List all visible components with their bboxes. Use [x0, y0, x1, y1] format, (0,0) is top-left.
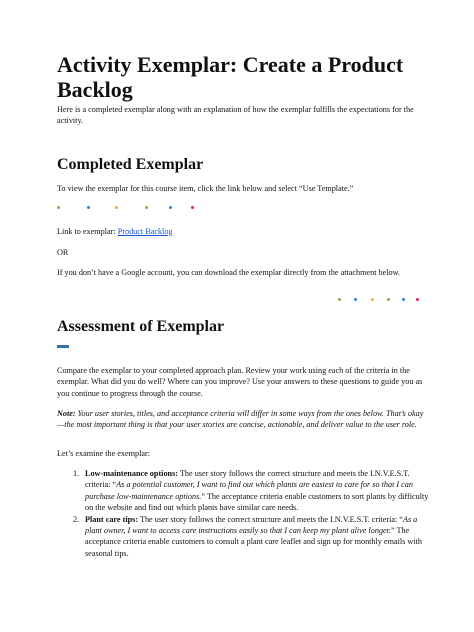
decorative-dot-divider-right [338, 298, 420, 302]
divider-dot-blue [87, 206, 90, 209]
divider-dot-green [387, 298, 390, 301]
item-quote: As a potential customer, I want to find out which plants are easiest to care for so that I can purchase low-maintenance options. [85, 480, 413, 501]
product-backlog-link[interactable]: Product Backlog [117, 227, 173, 236]
item-label: Plant care tips: [85, 514, 139, 524]
instructions-paragraph: To view the exemplar for this course item, click the link below and select “Use Template.” [57, 184, 354, 193]
assessment-heading: Assessment of Exemplar [57, 318, 225, 335]
or-separator: OR [57, 248, 69, 257]
item-label: Low-maintenance options: [85, 469, 179, 478]
divider-dot-blue [169, 206, 172, 209]
link-prefix: Link to exemplar: [57, 227, 118, 236]
divider-dot-pink [191, 206, 194, 209]
compare-paragraph: Compare the exemplar to your completed approach plan. Review your work using each of the criteria in the exemplar. What did you do well? Where can you improve? Use your answers to these questions to guide you as you continue to progress through the course. [57, 366, 423, 398]
exemplar-link-line [57, 226, 429, 237]
section-accent-dash [57, 345, 69, 348]
note-paragraph [57, 408, 429, 431]
completed-exemplar-heading: Completed Exemplar [57, 156, 204, 173]
divider-dot-pink [416, 298, 419, 301]
download-paragraph: If you don’t have a Google account, you can download the exemplar directly from the attachment below. [57, 268, 401, 277]
divider-dot-yellow [371, 298, 374, 301]
note-text: Your user stories, titles, and acceptance criteria will differ in some ways from the ones below. That’s okay—the most important thing is that your user stories are concise, actionable, and deliver value to the user role. [57, 409, 424, 430]
list-number: 1. [73, 469, 80, 478]
divider-dot-blue [354, 298, 357, 301]
examine-paragraph: Let’s examine the exemplar: [57, 449, 150, 458]
divider-dot-green [338, 298, 341, 301]
divider-dot-green [145, 206, 148, 209]
item-post: ” The acceptance criteria enable customers to sort plants by difficulty on the website and find out which plants have similar care needs. [85, 491, 429, 513]
intro-paragraph: Here is a completed exemplar along with an explanation of how the exemplar fulfills the expectations for the activity. [57, 105, 414, 126]
item-pre: The user story follows the correct structure and meets the I.N.V.E.S.T. criteria: “ [85, 469, 410, 490]
divider-dot-blue [402, 298, 405, 301]
divider-dot-yellow [115, 206, 118, 209]
list-item [57, 468, 429, 514]
list-item [57, 514, 429, 560]
item-post: ” The acceptance criteria enable customers to consult a plant care leaflet and sign up for monthly emails with seasonal tips. [85, 526, 422, 558]
page-title: Activity Exemplar: Create a Product Backlog [57, 52, 404, 102]
decorative-dot-divider [57, 206, 217, 210]
item-quote: As a plant owner, I want to access care instructions easily so that I can keep my plant alive longer. [85, 514, 418, 536]
divider-dot-green [57, 206, 60, 209]
exemplar-criteria-list [57, 468, 429, 559]
item-pre: The user story follows the correct structure and meets the I.N.V.E.S.T. criteria: “ [138, 514, 403, 524]
note-label: Note: [57, 409, 76, 418]
list-number: 2. [73, 514, 80, 524]
